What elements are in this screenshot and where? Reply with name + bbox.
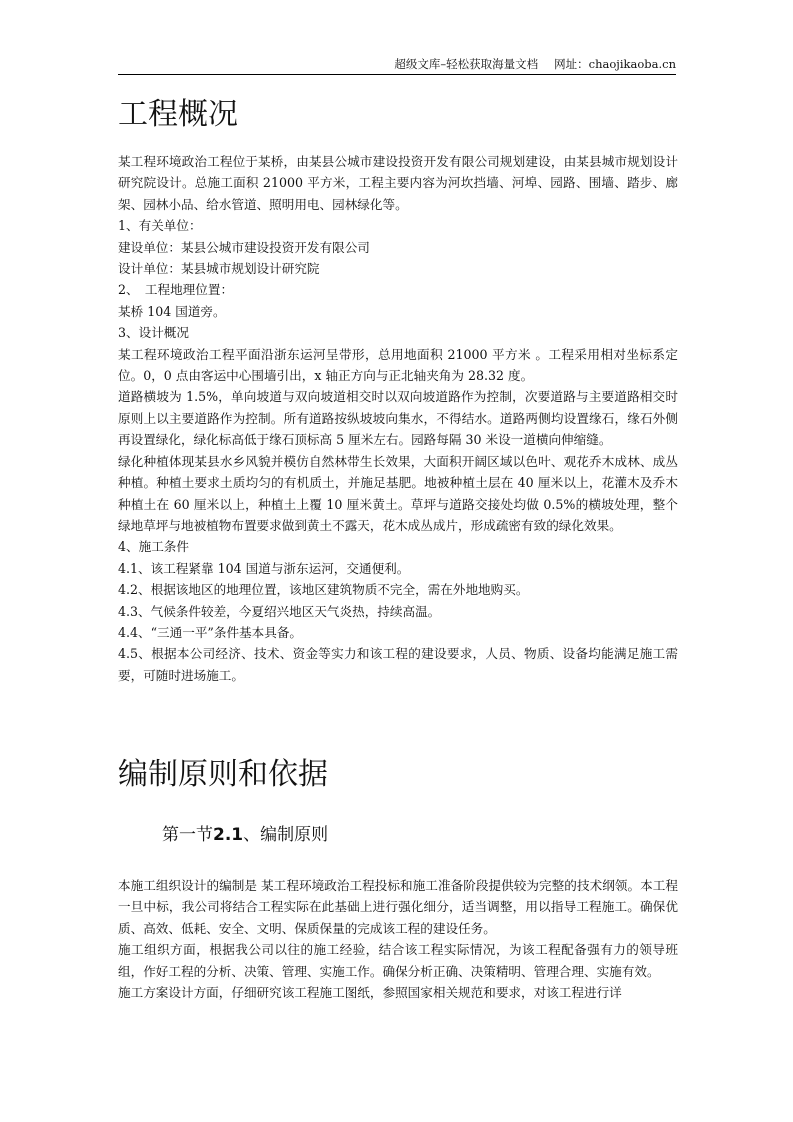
paragraph: 绿化种植体现某县水乡风貌并模仿自然林带生长效果，大面积开阔区域以色叶、观花乔木成林、成丛种植。种植土要求土质均匀的有机质土，并施足基肥。地被种植土层在 40 厘米以上，花灌木及乔木种植土在 60 厘米以上，种植土上覆 10 厘米黄土。草坪与道路交接处均做 0.5%的横坡处理，整个绿地草坪与地被植物布置要求做到黄土不露天，花木成丛成片，形成疏密有致的绿化效果。 bbox=[118, 453, 678, 533]
section-title-principles: 编制原则和依据 bbox=[118, 757, 328, 792]
paragraph: 3、设计概况 bbox=[118, 325, 189, 341]
subsection-label: 、编制原则 bbox=[243, 825, 329, 845]
paragraph: 某工程环境政治工程平面沿浙东运河呈带形，总用地面积 21000 平方米 。工程采用相对坐标系定位。0，0 点由客运中心围墙引出，x 轴正方向与正北轴夹角为 28.32 度。 bbox=[118, 346, 678, 384]
paragraph: 2、 工程地理位置： bbox=[118, 282, 234, 298]
page-header bbox=[118, 56, 676, 75]
paragraph: 4、施工条件 bbox=[118, 539, 189, 555]
paragraph: 某桥 104 国道旁。 bbox=[118, 303, 226, 319]
paragraph: 设计单位：某县城市规划设计研究院 bbox=[118, 261, 320, 277]
paragraph: 4.3、气候条件较差，今夏绍兴地区天气炎热，持续高温。 bbox=[118, 603, 441, 619]
paragraph: 道路横坡为 1.5%，单向坡道与双向坡道相交时以双向坡道路作为控制，次要道路与主要道路相交时原则上以主要道路作为控制。所有道路按纵坡坡向集水，不得结水。道路两侧均设置缘石，缘石外侧再设置绿化，绿化标高低于缘石顶标高 5 厘米左右。园路每隔 30 米设一道横向伸缩缝。 bbox=[118, 389, 678, 448]
paragraph: 4.5、根据本公司经济、技术、资金等实力和该工程的建设要求，人员、物质、设备均能满足施工需要，可随时进场施工。 bbox=[118, 646, 678, 683]
paragraph: 某工程环境政治工程位于某桥，由某县公城市建设投资开发有限公司规划建设，由某县城市规划设计研究院设计。总施工面积 21000 平方米，工程主要内容为河坎挡墙、河埠、园路、围墙、踏步、廊架、园林小品、给水管道、照明用电、园林绿化等。 bbox=[118, 154, 678, 212]
paragraph: 4.4、“三通一平”条件基本具备。 bbox=[118, 624, 303, 640]
paragraph: 本施工组织设计的编制是 某工程环境政治工程投标和施工准备阶段提供较为完整的技术纲领。本工程一旦中标，我公司将结合工程实际在此基础上进行强化细分，适当调整，用以指导工程施工。确保优质、高效、低耗、安全、文明、保质保量的完成该工程的建设任务。 bbox=[118, 878, 678, 936]
paragraph: 1、有关单位： bbox=[118, 218, 202, 234]
paragraph: 施工组织方面，根据我公司以往的施工经验，结合该工程实际情况，为该工程配备强有力的领导班组，作好工程的分析、决策、管理、实施工作。确保分析正确、决策精明、管理合理、实施有效。 bbox=[118, 942, 678, 979]
paragraph: 4.1、该工程紧靠 104 国道与浙东运河，交通便利。 bbox=[118, 560, 410, 576]
subsection-prefix: 第一节 bbox=[162, 825, 213, 845]
section-overview-body bbox=[118, 151, 678, 686]
subsection-title bbox=[162, 824, 328, 846]
subsection-number: 2.1 bbox=[213, 825, 244, 845]
section-title-overview: 工程概况 bbox=[118, 97, 238, 132]
section-principles-body bbox=[118, 875, 678, 1003]
header-site-name: 超级文库–轻松获取海量文档 bbox=[394, 57, 539, 71]
header-url: 网址：chaojikaoba.cn bbox=[554, 57, 676, 71]
paragraph: 施工方案设计方面，仔细研究该工程施工图纸，参照国家相关规范和要求，对该工程进行详 bbox=[118, 985, 622, 1001]
paragraph: 建设单位：某县公城市建设投资开发有限公司 bbox=[118, 239, 370, 255]
paragraph: 4.2、根据该地区的地理位置，该地区建筑物质不完全，需在外地地购买。 bbox=[118, 582, 529, 598]
